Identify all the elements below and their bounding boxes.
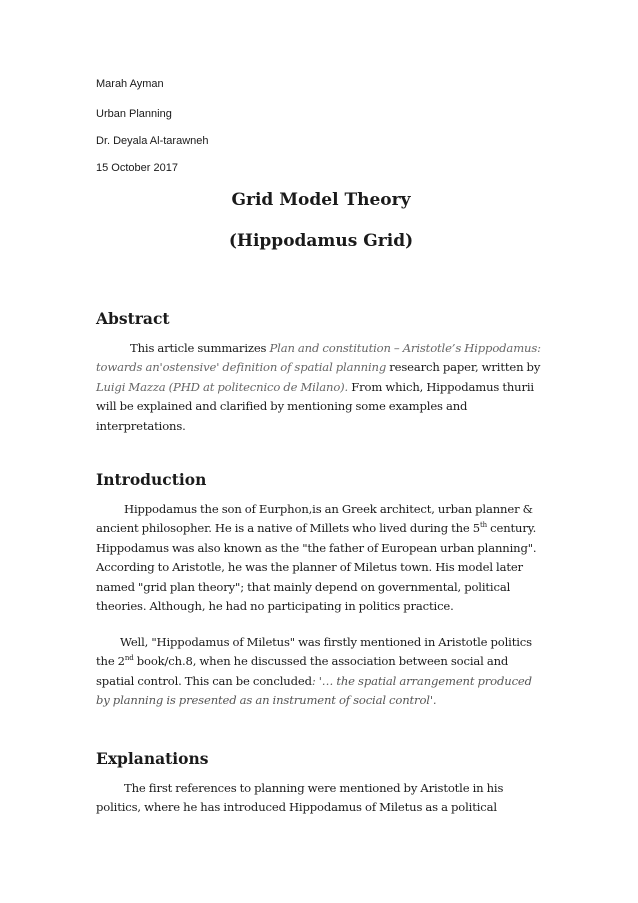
title-line-2 <box>0 231 638 251</box>
explanations-paragraph-1 <box>96 779 544 818</box>
abstract-text-2: research paper, written by <box>386 360 541 375</box>
intro-p2-quote: : '… the spatial arrangement produced by planning is presented as an instrument of social control'. <box>96 673 532 708</box>
title-line-1 <box>0 190 638 210</box>
intro-p1-superscript: th <box>480 521 488 530</box>
abstract-text-1: This article summarizes <box>130 341 270 355</box>
explanations-heading: Explanations <box>96 749 209 768</box>
abstract-cited-title: Plan and constitution – Aristotle’s Hippodamus: towards an'ostensive' definition of spatial planning <box>96 341 541 375</box>
course-name: Urban Planning <box>96 108 172 120</box>
abstract-text-3: From which, Hippodamus thurii will be explained and clarified by mentioning some examples and interpretations. <box>96 379 534 433</box>
abstract-cited-author: Luigi Mazza (PHD at politecnico de Milano). <box>96 379 349 394</box>
introduction-heading: Introduction <box>96 470 207 489</box>
explanations-p1-text: The first references to planning were mentioned by Aristotle in his politics, where he has introduced Hippodamus of Miletus as a political <box>96 781 504 815</box>
intro-p1-text-b: century. Hippodamus was also known as the "the father of European urban planning". According to Aristotle, he was the planner of Miletus town. His model later named "grid plan theory"; that mainly depend on governmental, political theories. Although, he had no participating in politics practice. <box>96 521 537 614</box>
author-name: Marah Ayman <box>96 78 164 90</box>
instructor-name: Dr. Deyala Al-tarawneh <box>96 135 209 147</box>
intro-p2-text-b: book/ch.8, when he discussed the association between social and spatial control. This can be concluded <box>96 654 509 688</box>
intro-p1-text-a: Hippodamus the son of Eurphon,is an Greek architect, urban planner & ancient philosopher. He is a native of Millets who lived during the 5 <box>96 502 533 536</box>
title-line-1-text: Grid Model Theory <box>231 190 411 210</box>
introduction-paragraph-2 <box>96 633 544 711</box>
intro-p2-text-a: Well, "Hippodamus of Miletus" was firstly mentioned in Aristotle politics the 2 <box>96 635 532 669</box>
title-line-2-text: (Hippodamus Grid) <box>228 231 414 251</box>
abstract-paragraph <box>96 339 544 436</box>
abstract-heading: Abstract <box>96 309 170 328</box>
intro-p2-superscript: nd <box>124 654 134 663</box>
document-date: 15 October 2017 <box>96 162 178 174</box>
introduction-paragraph-1 <box>96 500 544 616</box>
